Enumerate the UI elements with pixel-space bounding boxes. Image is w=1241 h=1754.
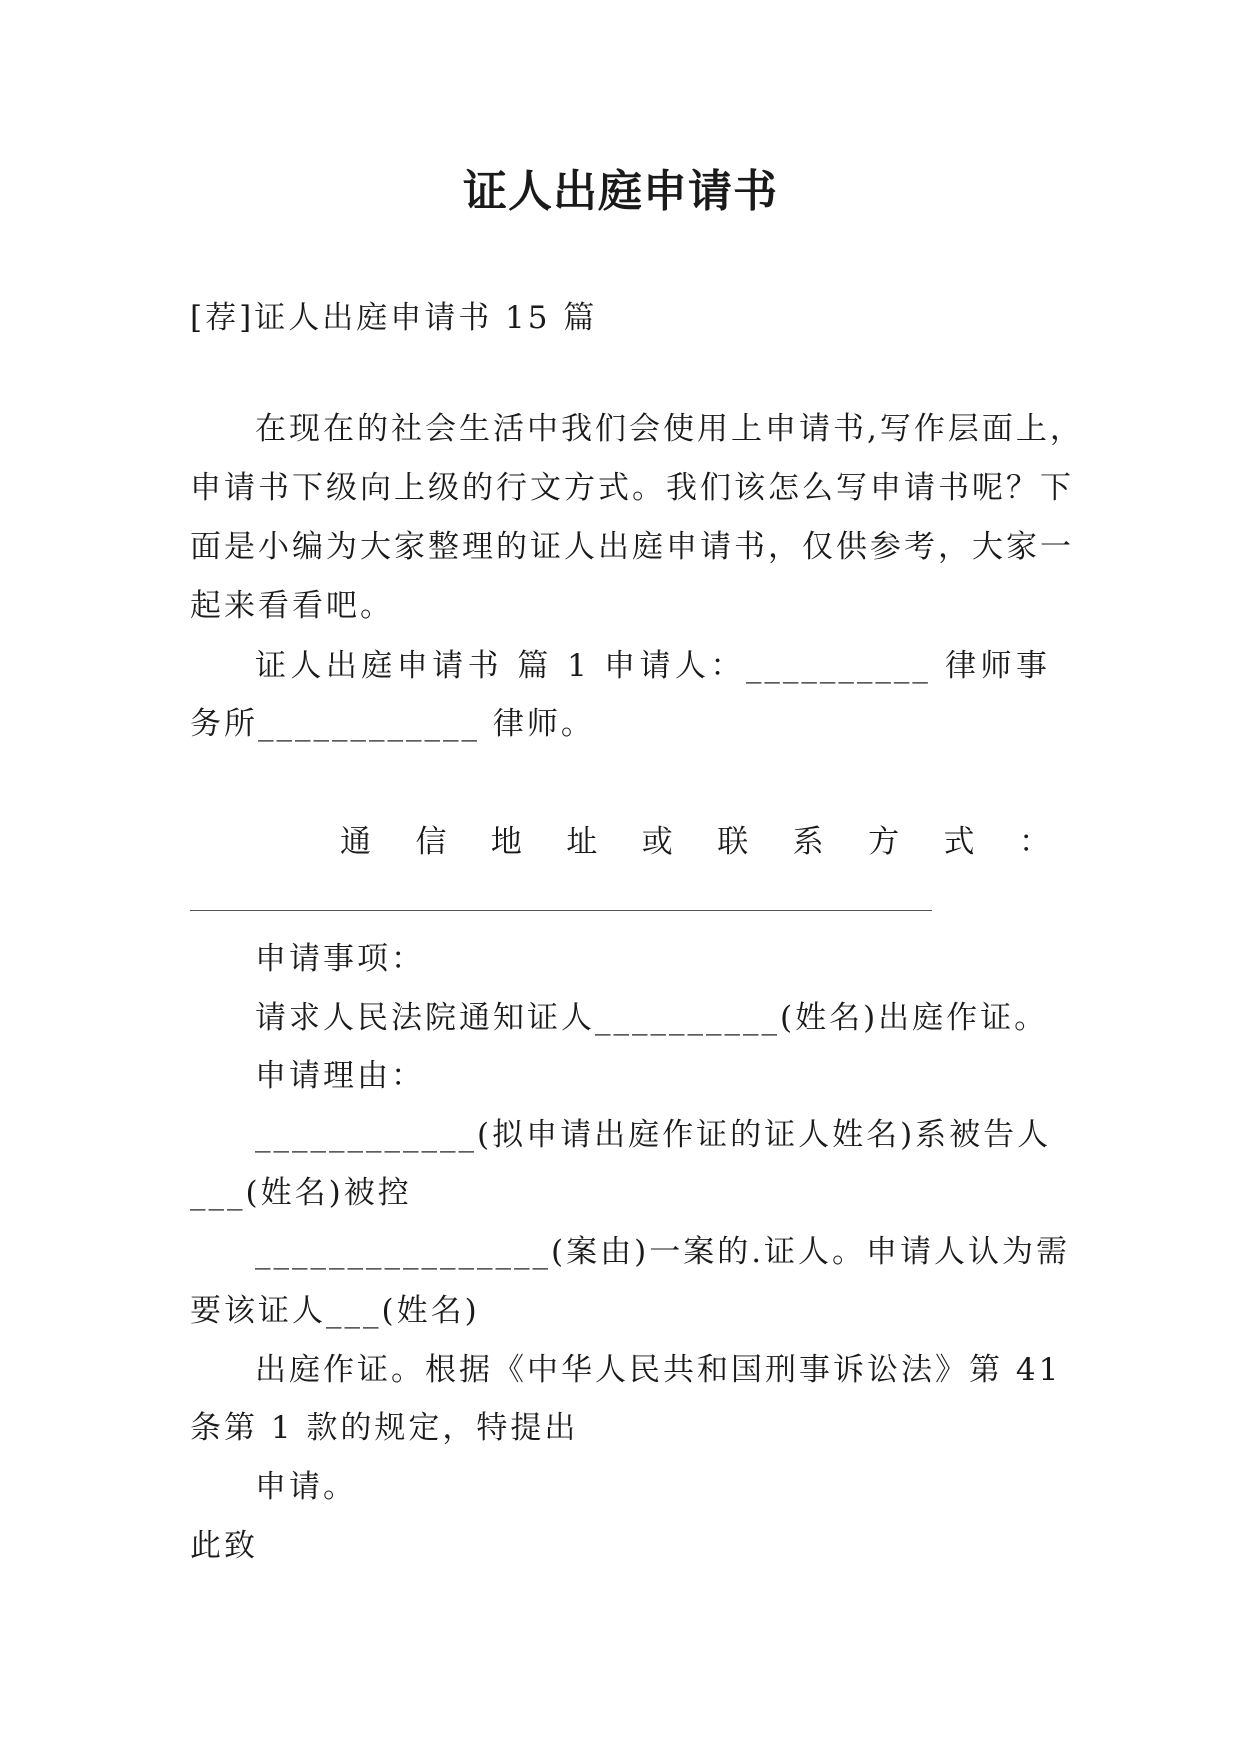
- contact-blank-line: [190, 910, 932, 911]
- section1-line-2: 务所____________ 律师。: [190, 706, 595, 742]
- matters-text: 请求人民法院通知证人__________(姓名)出庭作证。: [255, 1000, 1049, 1036]
- contact-char: 联: [717, 824, 749, 860]
- reason-line-6: 条第 1 款的规定，特提出: [190, 1410, 579, 1446]
- intro-line-1: 在现在的社会生活中我们会使用上申请书,写作层面上，: [255, 411, 1084, 447]
- contact-char: 式: [943, 824, 975, 860]
- contact-char: 系: [792, 824, 824, 860]
- reason-line-7: 申请。: [255, 1469, 357, 1505]
- contact-char: 地: [490, 824, 522, 860]
- document-subtitle: [荐]证人出庭申请书 15 篇: [190, 300, 598, 336]
- contact-char: 或: [641, 824, 673, 860]
- document-title: 证人出庭申请书: [463, 166, 778, 217]
- intro-line-2: 申请书下级向上级的行文方式。我们该怎么写申请书呢？下: [190, 470, 1074, 506]
- closing-text: 此致: [190, 1528, 258, 1564]
- reason-line-5: 出庭作证。根据《中华人民共和国刑事诉讼法》第 41: [255, 1352, 1062, 1388]
- contact-char: 方: [868, 824, 900, 860]
- contact-char: ：: [1018, 824, 1050, 860]
- intro-line-4: 起来看看吧。: [190, 588, 394, 624]
- section1-line-1: 证人出庭申请书 篇 1 申请人：__________ 律师事: [255, 648, 1050, 684]
- reason-label: 申请理由：: [255, 1058, 425, 1094]
- contact-label: [340, 822, 1050, 862]
- matters-label: 申请事项：: [255, 941, 425, 977]
- intro-line-3: 面是小编为大家整理的证人出庭申请书，仅供参考，大家一: [190, 529, 1074, 565]
- reason-line-4: 要该证人___(姓名): [190, 1293, 480, 1329]
- reason-line-2: ___(姓名)被控: [190, 1175, 412, 1211]
- contact-char: 址: [566, 824, 598, 860]
- contact-char: 信: [415, 824, 447, 860]
- reason-line-3: ________________(案由)一案的.证人。申请人认为需: [255, 1234, 1071, 1270]
- contact-char: 通: [340, 824, 371, 860]
- reason-line-1: ____________(拟申请出庭作证的证人姓名)系被告人: [255, 1117, 1052, 1153]
